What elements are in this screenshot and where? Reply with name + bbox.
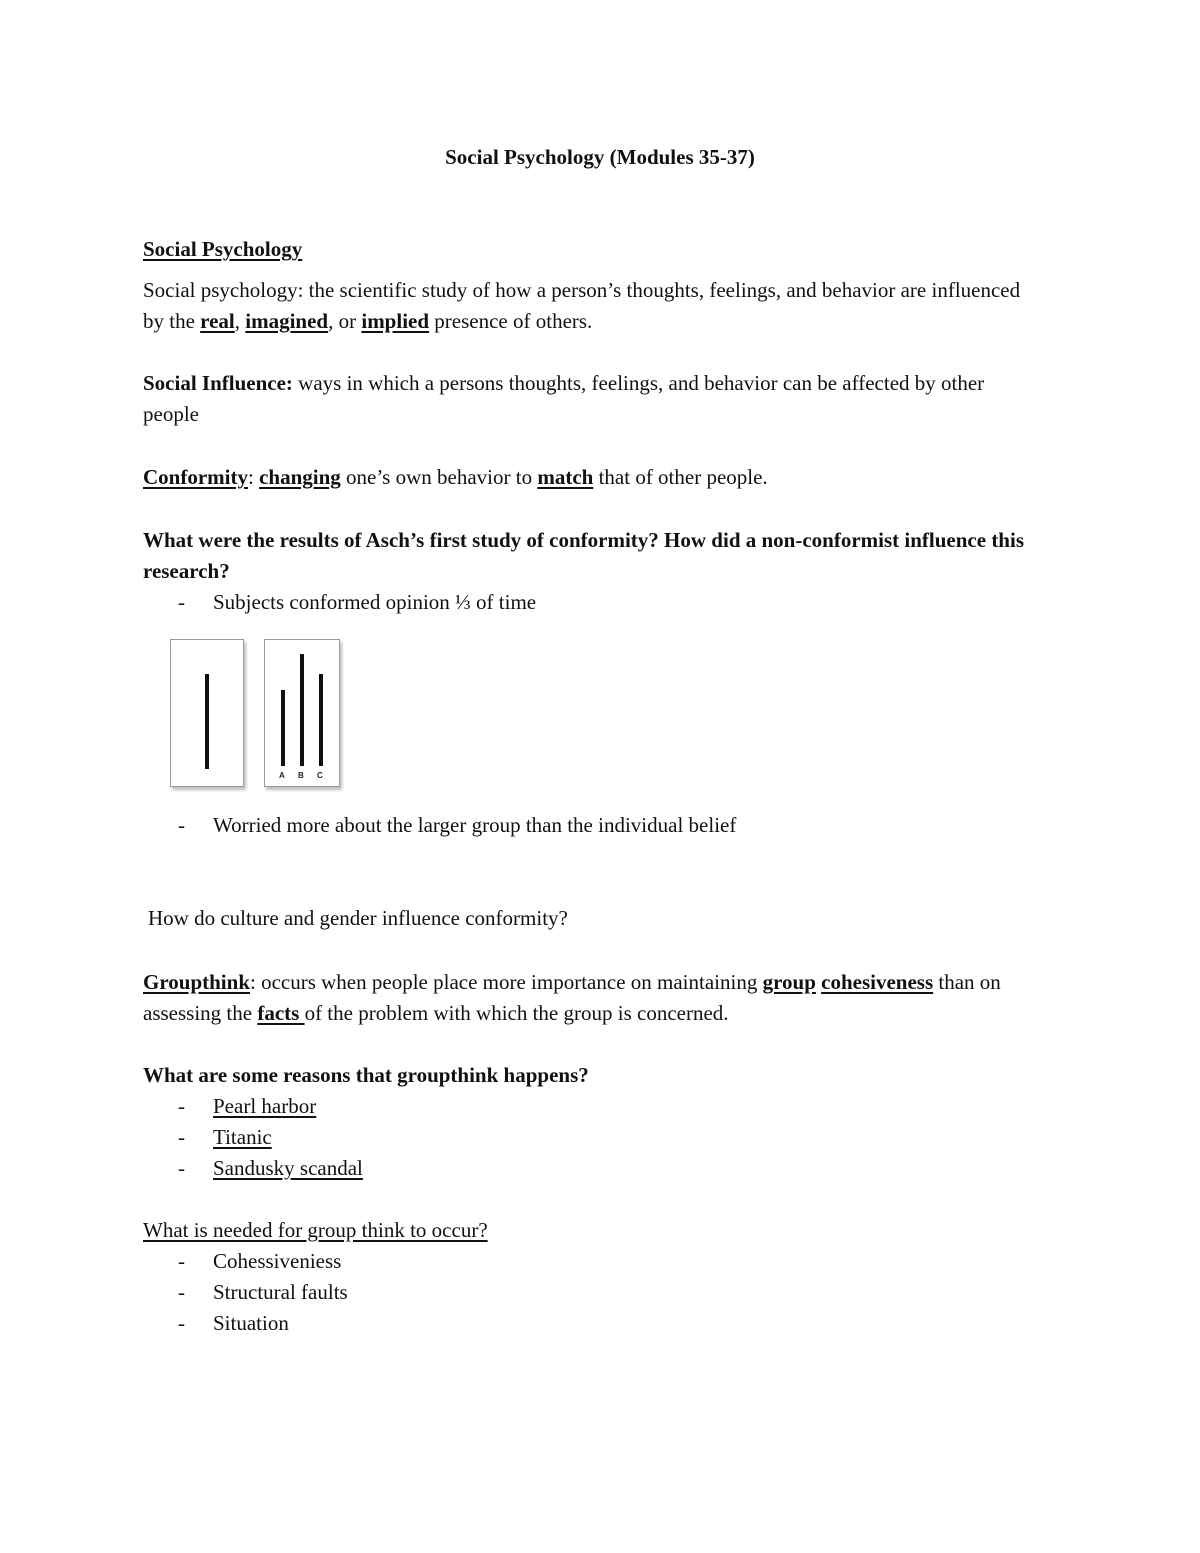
list-item-text: Titanic [213,1125,272,1149]
question-groupthink-requirements: What is needed for group think to occur? [143,1218,488,1242]
list-item-text: Subjects conformed opinion ⅓ of time [213,590,537,614]
label-b: B [298,771,304,780]
term-groupthink: Groupthink [143,970,250,994]
keyword-facts: facts [257,1001,305,1025]
list-item [178,1153,1038,1184]
label-c: C [317,771,323,780]
question-culture-gender: How do culture and gender influence conformity? [148,906,568,930]
bullet-dash: - [178,813,185,837]
comparison-line-a [281,690,285,766]
term-social-influence: Social Influence: [143,371,293,395]
bullet-dash: - [178,1280,185,1304]
keyword-real: real [200,309,235,333]
definition-text: presence of others. [429,309,593,333]
bullet-dash: - [178,1156,185,1180]
definition-conformity [143,462,1043,493]
list-item-text: Pearl harbor [213,1094,317,1118]
comparison-line-b [300,654,304,766]
label-a: A [279,771,285,780]
term-conformity: Conformity [143,465,248,489]
keyword-imagined: imagined [245,309,329,333]
list-item [178,1277,1038,1308]
definition-social-psychology [143,275,1043,337]
definition-groupthink [143,967,1043,1029]
definition-text: ways in which a persons thoughts, feelings, and behavior can be affected by other people [143,371,985,426]
separator: , [234,309,246,333]
list-item [178,810,1038,841]
question-asch-study: What were the results of Asch’s first study of conformity? How did a non-conformist influence this research? [143,528,1024,583]
list-item-text: Cohessiveniess [213,1249,342,1273]
definition-text: : occurs when people place more importance on maintaining [250,970,763,994]
list-item [178,587,1038,618]
bullet-dash: - [178,1094,185,1118]
section-heading-social-psychology: Social Psychology [143,237,303,261]
list-item [178,1308,1038,1339]
definition-social-influence [143,368,1043,430]
separator: , or [328,309,362,333]
definition-text: that of other people. [593,465,768,489]
page-title: Social Psychology (Modules 35-37) [445,145,755,169]
definition-text: Social psychology: the scientific study of how a person’s thoughts, feelings, and behavior are influenced by the [143,278,1021,333]
bullet-dash: - [178,1249,185,1273]
bullet-dash: - [178,590,185,614]
list-item-text: Sandusky scandal [213,1156,363,1180]
list-item-text: Worried more about the larger group than the individual belief [213,813,737,837]
list-item-text: Structural faults [213,1280,348,1304]
keyword-match: match [537,465,594,489]
list-item-text: Situation [213,1311,289,1335]
bullet-dash: - [178,1311,185,1335]
keyword-cohesiveness: cohesiveness [821,970,934,994]
asch-standard-line-card [170,639,244,787]
definition-text: one’s own behavior to [340,465,538,489]
keyword-changing: changing [259,465,341,489]
separator: : [247,465,260,489]
asch-comparison-lines-card [264,639,340,787]
bullet-dash: - [178,1125,185,1149]
standard-line [205,674,209,769]
keyword-implied: implied [361,309,430,333]
list-item [178,1122,1038,1153]
definition-text: than on assessing the [143,970,1001,1025]
keyword-group: group [762,970,816,994]
question-groupthink-reasons: What are some reasons that groupthink happens? [143,1063,589,1087]
list-item [178,1246,1038,1277]
definition-text: of the problem with which the group is concerned. [304,1001,729,1025]
comparison-line-c [319,674,323,766]
list-item [178,1091,1038,1122]
